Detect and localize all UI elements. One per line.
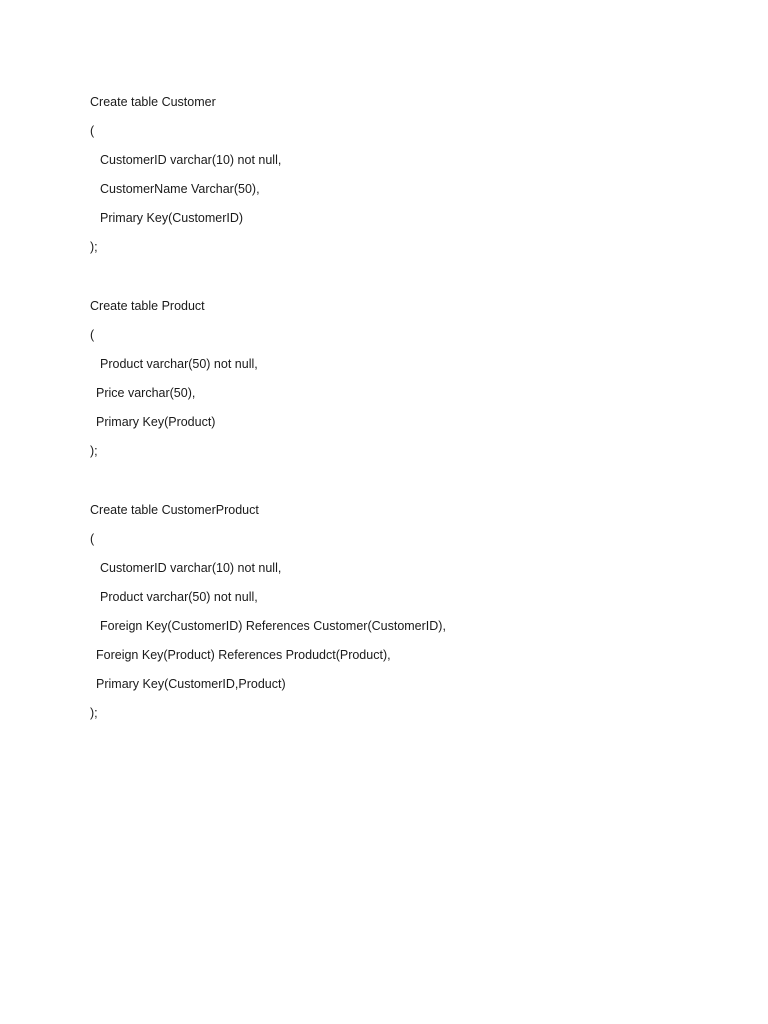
sql-line: Product varchar(50) not null, (100, 357, 258, 371)
sql-line: Create table Customer (90, 95, 216, 109)
sql-line: Price varchar(50), (96, 386, 196, 400)
sql-line: ); (90, 706, 98, 720)
sql-block-customer (90, 92, 730, 266)
sql-line: CustomerID varchar(10) not null, (100, 153, 282, 167)
sql-line: Create table CustomerProduct (90, 503, 259, 517)
sql-line: Foreign Key(CustomerID) References Customer(CustomerID), (100, 619, 446, 633)
sql-line: Primary Key(Product) (96, 415, 216, 429)
sql-line: Primary Key(CustomerID,Product) (96, 677, 286, 691)
sql-line: ); (90, 240, 98, 254)
sql-line: ( (90, 328, 95, 342)
sql-line: Foreign Key(Product) References Produdct(Product), (96, 648, 391, 662)
sql-line: Primary Key(CustomerID) (100, 211, 244, 225)
sql-line: Create table Product (90, 299, 205, 313)
sql-block-customerproduct (90, 500, 730, 732)
sql-line: CustomerName Varchar(50), (100, 182, 260, 196)
sql-block-product (90, 296, 730, 470)
sql-line: ( (90, 124, 95, 138)
sql-line: CustomerID varchar(10) not null, (100, 561, 282, 575)
sql-line: ( (90, 532, 95, 546)
document-body (90, 92, 730, 762)
sql-line: ); (90, 444, 98, 458)
sql-line: Product varchar(50) not null, (100, 590, 258, 604)
